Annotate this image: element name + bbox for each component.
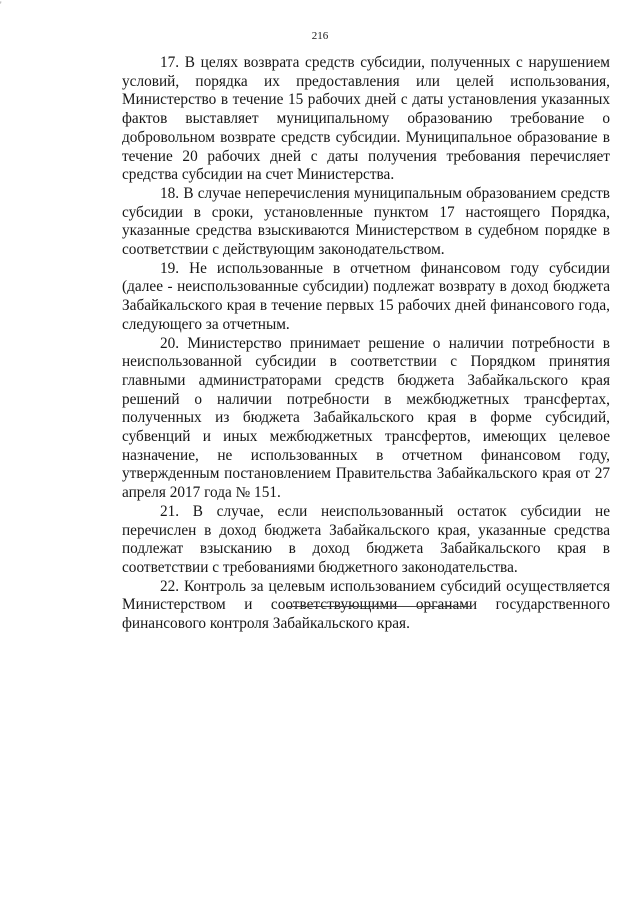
paragraph-17: 17. В целях возврата средств субсидии, полученных с нарушением условий, порядка их предоставления или целей использования, Министерство в течение 15 рабочих дней с даты установления указанных фактов выставляет муниципальному образованию требование о добровольном возврате средств субсидии. Муниципальное образование в течение 20 рабочих дней с даты получения требования перечисляет средства субсидии на счет Министерства. (122, 54, 610, 184)
document-body (122, 54, 610, 634)
paragraph-22: 22. Контроль за целевым использованием субсидий осуществляется Министерством и соответствующими органами государственного финансового контроля Забайкальского края. (122, 577, 610, 633)
paragraph-19: 19. Не использованные в отчетном финансовом году субсидии (далее - неиспользованные субсидии) подлежат возврату в доход бюджета Забайкальского края в течение первых 15 рабочих дней финансового года, следующего за отчетным. (122, 259, 610, 333)
end-of-document-rule (286, 606, 472, 607)
scan-corner-mark: ' (0, 0, 2, 10)
paragraph-18: 18. В случае неперечисления муниципальным образованием средств субсидии в сроки, установленные пунктом 17 настоящего Порядка, указанные средства взыскиваются Министерством в судебном порядке в соответствии с действующим законодательством. (122, 184, 610, 259)
paragraph-20: 20. Министерство принимает решение о наличии потребности в неиспользованной субсидии в соответствии с Порядком принятия главными администраторами средств бюджета Забайкальского края решений о наличии потребности в межбюджетных трансфертах, полученных из бюджета Забайкальского края в форме субсидий, субвенций и иных межбюджетных трансфертов, имеющих целевое назначение, не использованных в отчетном финансовом году, утвержденным постановлением Правительства Забайкальского края от 27 апреля 2017 года № 151. (122, 334, 610, 502)
paragraph-21: 21. В случае, если неиспользованный остаток субсидии не перечислен в доход бюджета Забайкальского края, указанные средства подлежат взысканию в доход бюджета Забайкальского края в соответствии с требованиями бюджетного законодательства. (122, 502, 610, 576)
page-number: 216 (311, 30, 329, 42)
